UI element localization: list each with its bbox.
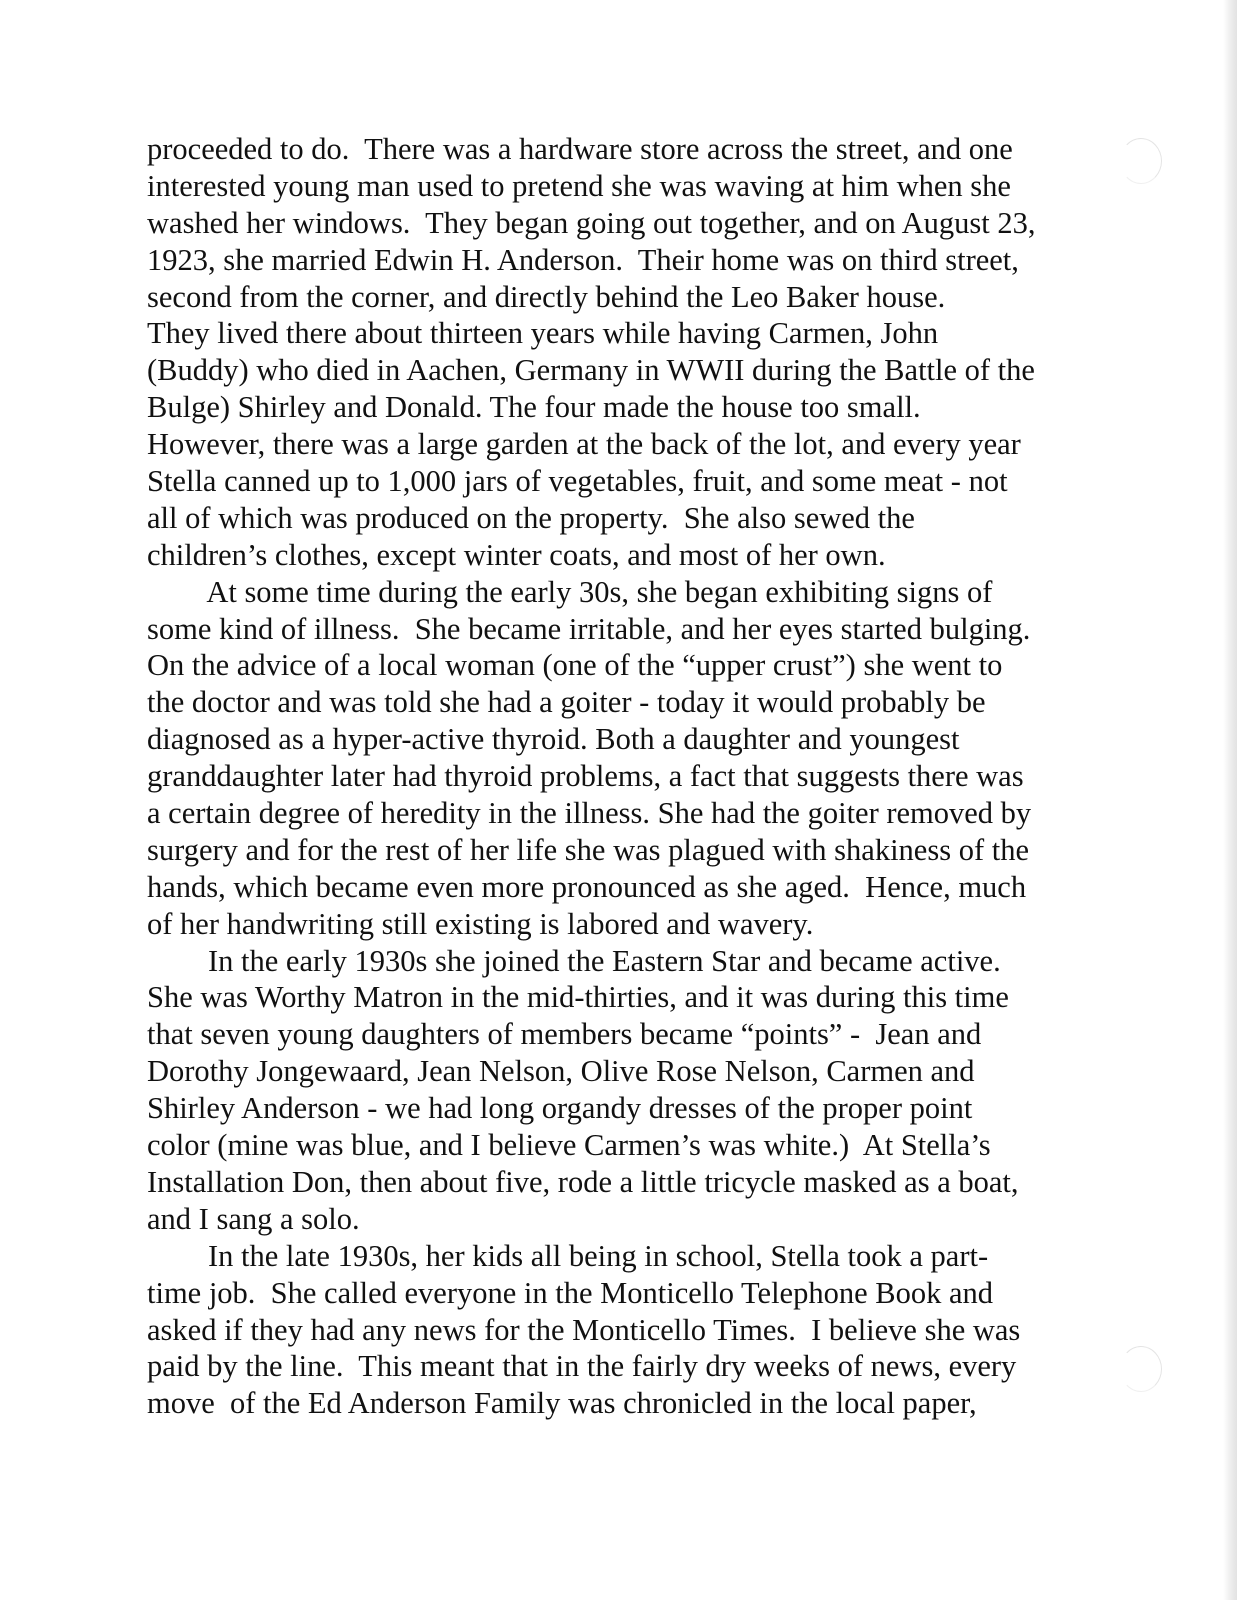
text-line: (Buddy) who died in Aachen, Germany in WWII during the Battle of the <box>147 353 1035 388</box>
text-line: In the late 1930s, her kids all being in school, Stella took a part- <box>147 1238 989 1273</box>
text-line: washed her windows. They began going out together, and on August 23, <box>147 205 1036 240</box>
text-line: and I sang a solo. <box>147 1201 360 1236</box>
text-line: granddaughter later had thyroid problems, a fact that suggests there was <box>147 759 1024 794</box>
text-line: asked if they had any news for the Monticello Times. I believe she was <box>147 1312 1021 1347</box>
text-line: color (mine was blue, and I believe Carmen’s was white.) At Stella’s <box>147 1128 991 1163</box>
punch-hole-bottom <box>1120 1346 1162 1392</box>
text-line: Installation Don, then about five, rode a little tricycle masked as a boat, <box>147 1164 1019 1199</box>
text-line: In the early 1930s she joined the Eastern Star and became active. <box>147 943 1001 978</box>
punch-hole-top <box>1120 138 1162 184</box>
text-line: move of the Ed Anderson Family was chronicled in the local paper, <box>147 1386 977 1421</box>
text-line: hands, which became even more pronounced as she aged. Hence, much <box>147 869 1027 904</box>
text-line: surgery and for the rest of her life she was plagued with shakiness of the <box>147 832 1029 867</box>
text-line: proceeded to do. There was a hardware store across the street, and one <box>147 132 1013 166</box>
text-line: She was Worthy Matron in the mid-thirties, and it was during this time <box>147 980 1009 1015</box>
text-line: diagnosed as a hyper-active thyroid. Both a daughter and youngest <box>147 722 960 757</box>
text-line: They lived there about thirteen years while having Carmen, John <box>147 316 939 351</box>
text-line: of her handwriting still existing is labored and wavery. <box>147 906 814 941</box>
page-edge-shadow <box>1223 0 1237 1600</box>
text-line: second from the corner, and directly behind the Leo Baker house. <box>147 279 946 314</box>
text-line: children’s clothes, except winter coats, and most of her own. <box>147 537 886 572</box>
text-line: paid by the line. This meant that in the fairly dry weeks of news, every <box>147 1349 1017 1384</box>
text-line: the doctor and was told she had a goiter - today it would probably be <box>147 685 986 720</box>
text-line: On the advice of a local woman (one of the “upper crust”) she went to <box>147 648 1003 683</box>
text-line: Bulge) Shirley and Donald. The four made the house too small. <box>147 390 921 425</box>
text-line: some kind of illness. She became irritable, and her eyes started bulging. <box>147 611 1031 646</box>
text-line: Stella canned up to 1,000 jars of vegetables, fruit, and some meat - not <box>147 464 1008 499</box>
text-line: a certain degree of heredity in the illness. She had the goiter removed by <box>147 796 1032 831</box>
text-line: interested young man used to pretend she was waving at him when she <box>147 168 1011 203</box>
text-line: time job. She called everyone in the Monticello Telephone Book and <box>147 1275 994 1310</box>
text-line: Dorothy Jongewaard, Jean Nelson, Olive Rose Nelson, Carmen and <box>147 1054 975 1089</box>
text-line: 1923, she married Edwin H. Anderson. Their home was on third street, <box>147 242 1019 277</box>
body-text <box>147 131 1087 1422</box>
text-line: Shirley Anderson - we had long organdy dresses of the proper point <box>147 1091 973 1126</box>
text-line: all of which was produced on the property. She also sewed the <box>147 500 915 535</box>
text-line: At some time during the early 30s, she began exhibiting signs of <box>147 574 993 609</box>
text-line: that seven young daughters of members became “points” - Jean and <box>147 1017 982 1052</box>
text-line: However, there was a large garden at the back of the lot, and every year <box>147 427 1021 462</box>
